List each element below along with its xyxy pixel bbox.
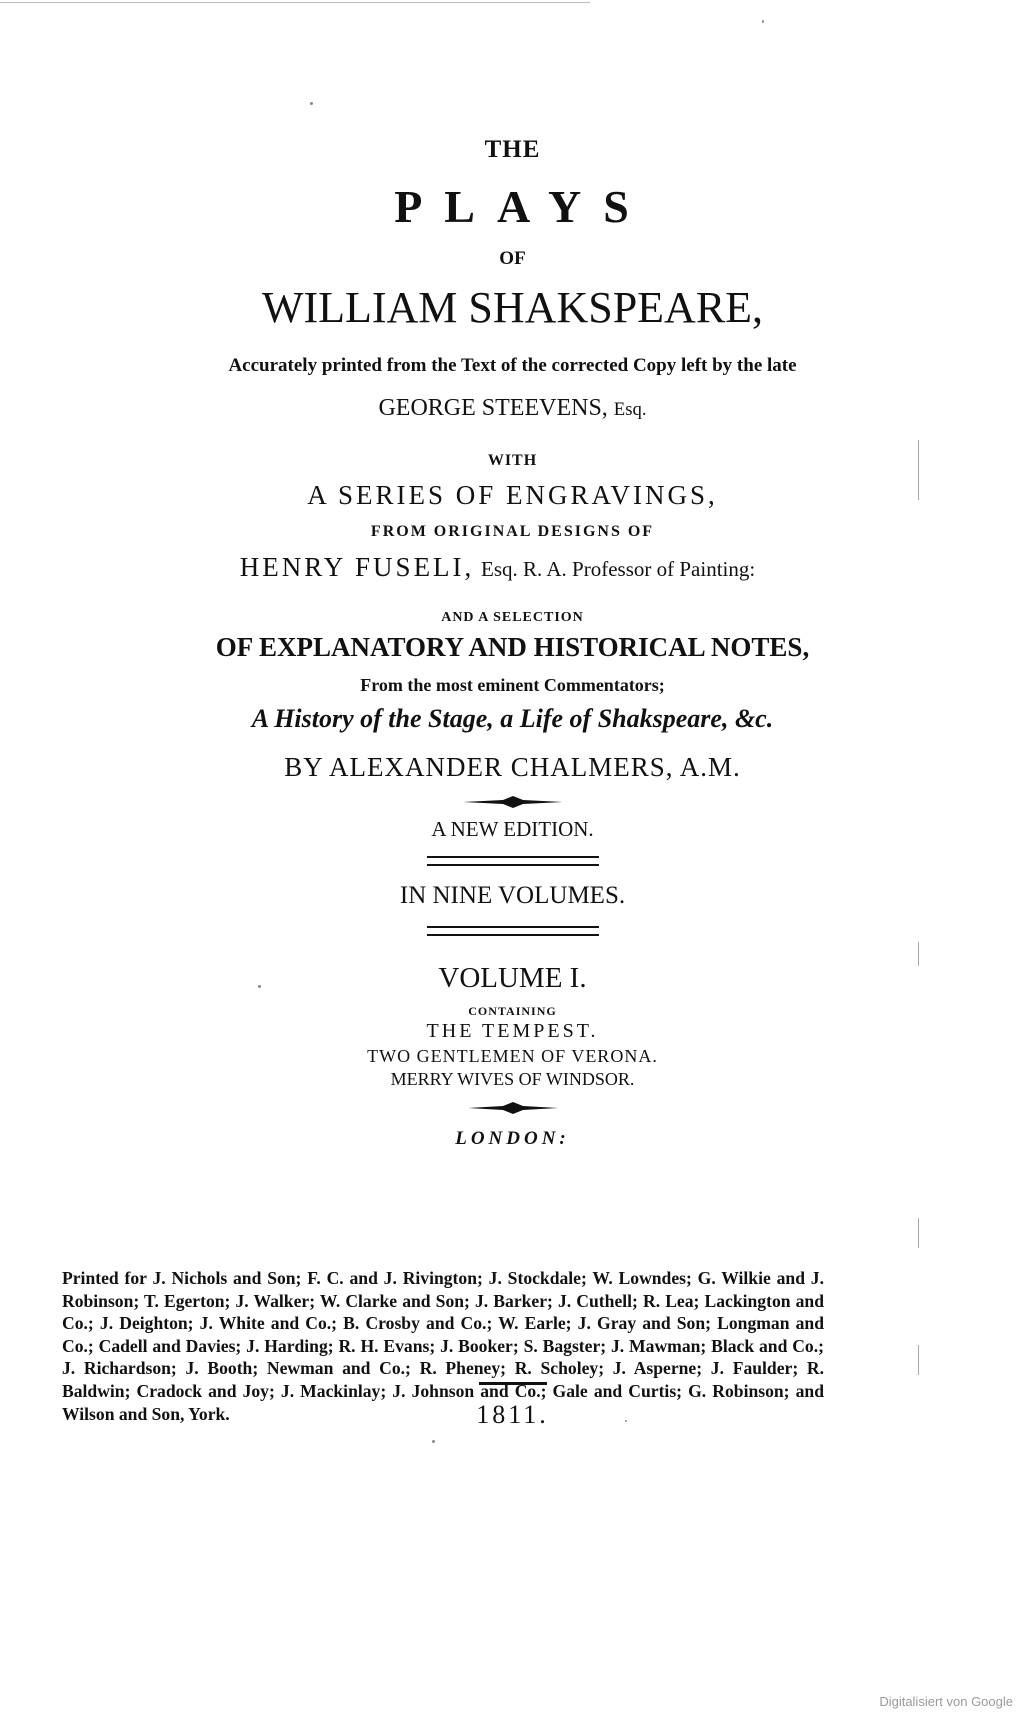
diamond-ornament-icon (468, 1102, 558, 1114)
edition-line: A NEW EDITION. (431, 817, 594, 841)
accurately-line: Accurately printed from the Text of the corrected Copy left by the late (228, 355, 797, 376)
diamond-ornament-icon (463, 796, 563, 808)
double-rule (427, 926, 599, 936)
scan-speck (625, 1420, 627, 1422)
steevens-line (0, 395, 1025, 422)
play-tempest: THE TEMPEST. (426, 1020, 599, 1042)
volume-line: VOLUME I. (438, 962, 587, 994)
steevens-esq: Esq. (613, 399, 647, 420)
history-line: A History of the Stage, a Life of Shakspeare, &c. (251, 704, 774, 733)
containing-line: CONTAINING (468, 1004, 557, 1018)
fuseli-name: HENRY FUSELI, (239, 552, 475, 582)
author-name: WILLIAM SHAKSPEARE, (261, 283, 764, 332)
steevens-name: GEORGE STEEVENS, (378, 395, 608, 421)
scan-edge-mark (918, 1218, 919, 1248)
title-the: THE (484, 136, 541, 163)
scan-edge-rule (0, 2, 590, 3)
scan-speck (762, 20, 764, 23)
year-line: 1811. (476, 1400, 549, 1429)
imprint-paragraph: Printed for J. Nichols and Son; F. C. and J. Rivington; J. Stockdale; W. Lowndes; G. Wilkie and J. Robinson; T. Egerton; J. Walker; W. Clarke and Son; J. Barker; J. Cuthell; R. Lea; Lackington and Co.; J. Deighton; J. White and Co.; B. Crosby and Co.; W. Earle; J. Gray and Son; Longman and Co.; Cadell and Davies; J. Harding; R. H. Evans; J. Booker; S. Bagster; J. Mawman; Black and Co.; J. Richardson; J. Booth; Newman and Co.; R. Pheney; R. Scholey; J. Asperne; J. Faulder; R. Baldwin; Cradock and Joy; J. Mackinlay; J. Johnson and Co.; Gale and Curtis; G. Robinson; and Wilson and Son, York. (62, 1268, 824, 1424)
fuseli-title: Esq. R. A. Professor of Painting: (481, 557, 756, 581)
title-plays: PLAYS (394, 181, 651, 232)
play-merry-wives: MERRY WIVES OF WINDSOR. (390, 1069, 635, 1089)
fuseli-line (0, 552, 1025, 583)
scan-edge-mark (918, 942, 919, 966)
commentators-line: From the most eminent Commentators; (360, 675, 665, 695)
short-rule (479, 1382, 547, 1385)
scan-edge-mark (918, 1345, 919, 1375)
selection-line: AND A SELECTION (441, 610, 584, 625)
series-line: A SERIES OF ENGRAVINGS, (307, 480, 718, 510)
play-two-gentlemen: TWO GENTLEMEN OF VERONA. (367, 1046, 658, 1066)
digitized-watermark: Digitalisiert von Google (879, 1694, 1013, 1709)
notes-line: OF EXPLANATORY AND HISTORICAL NOTES, (215, 632, 810, 662)
title-of: OF (499, 248, 526, 269)
london-line: LONDON: (455, 1128, 570, 1149)
double-rule (427, 856, 599, 866)
scan-speck (310, 102, 313, 105)
scan-edge-mark (918, 440, 919, 500)
with-line: WITH (487, 452, 538, 469)
designs-line: FROM ORIGINAL DESIGNS OF (370, 523, 655, 540)
volumes-line: IN NINE VOLUMES. (399, 882, 626, 909)
scan-speck (258, 985, 261, 988)
scan-speck (432, 1440, 435, 1443)
author-editor-line: BY ALEXANDER CHALMERS, A.M. (284, 752, 741, 782)
